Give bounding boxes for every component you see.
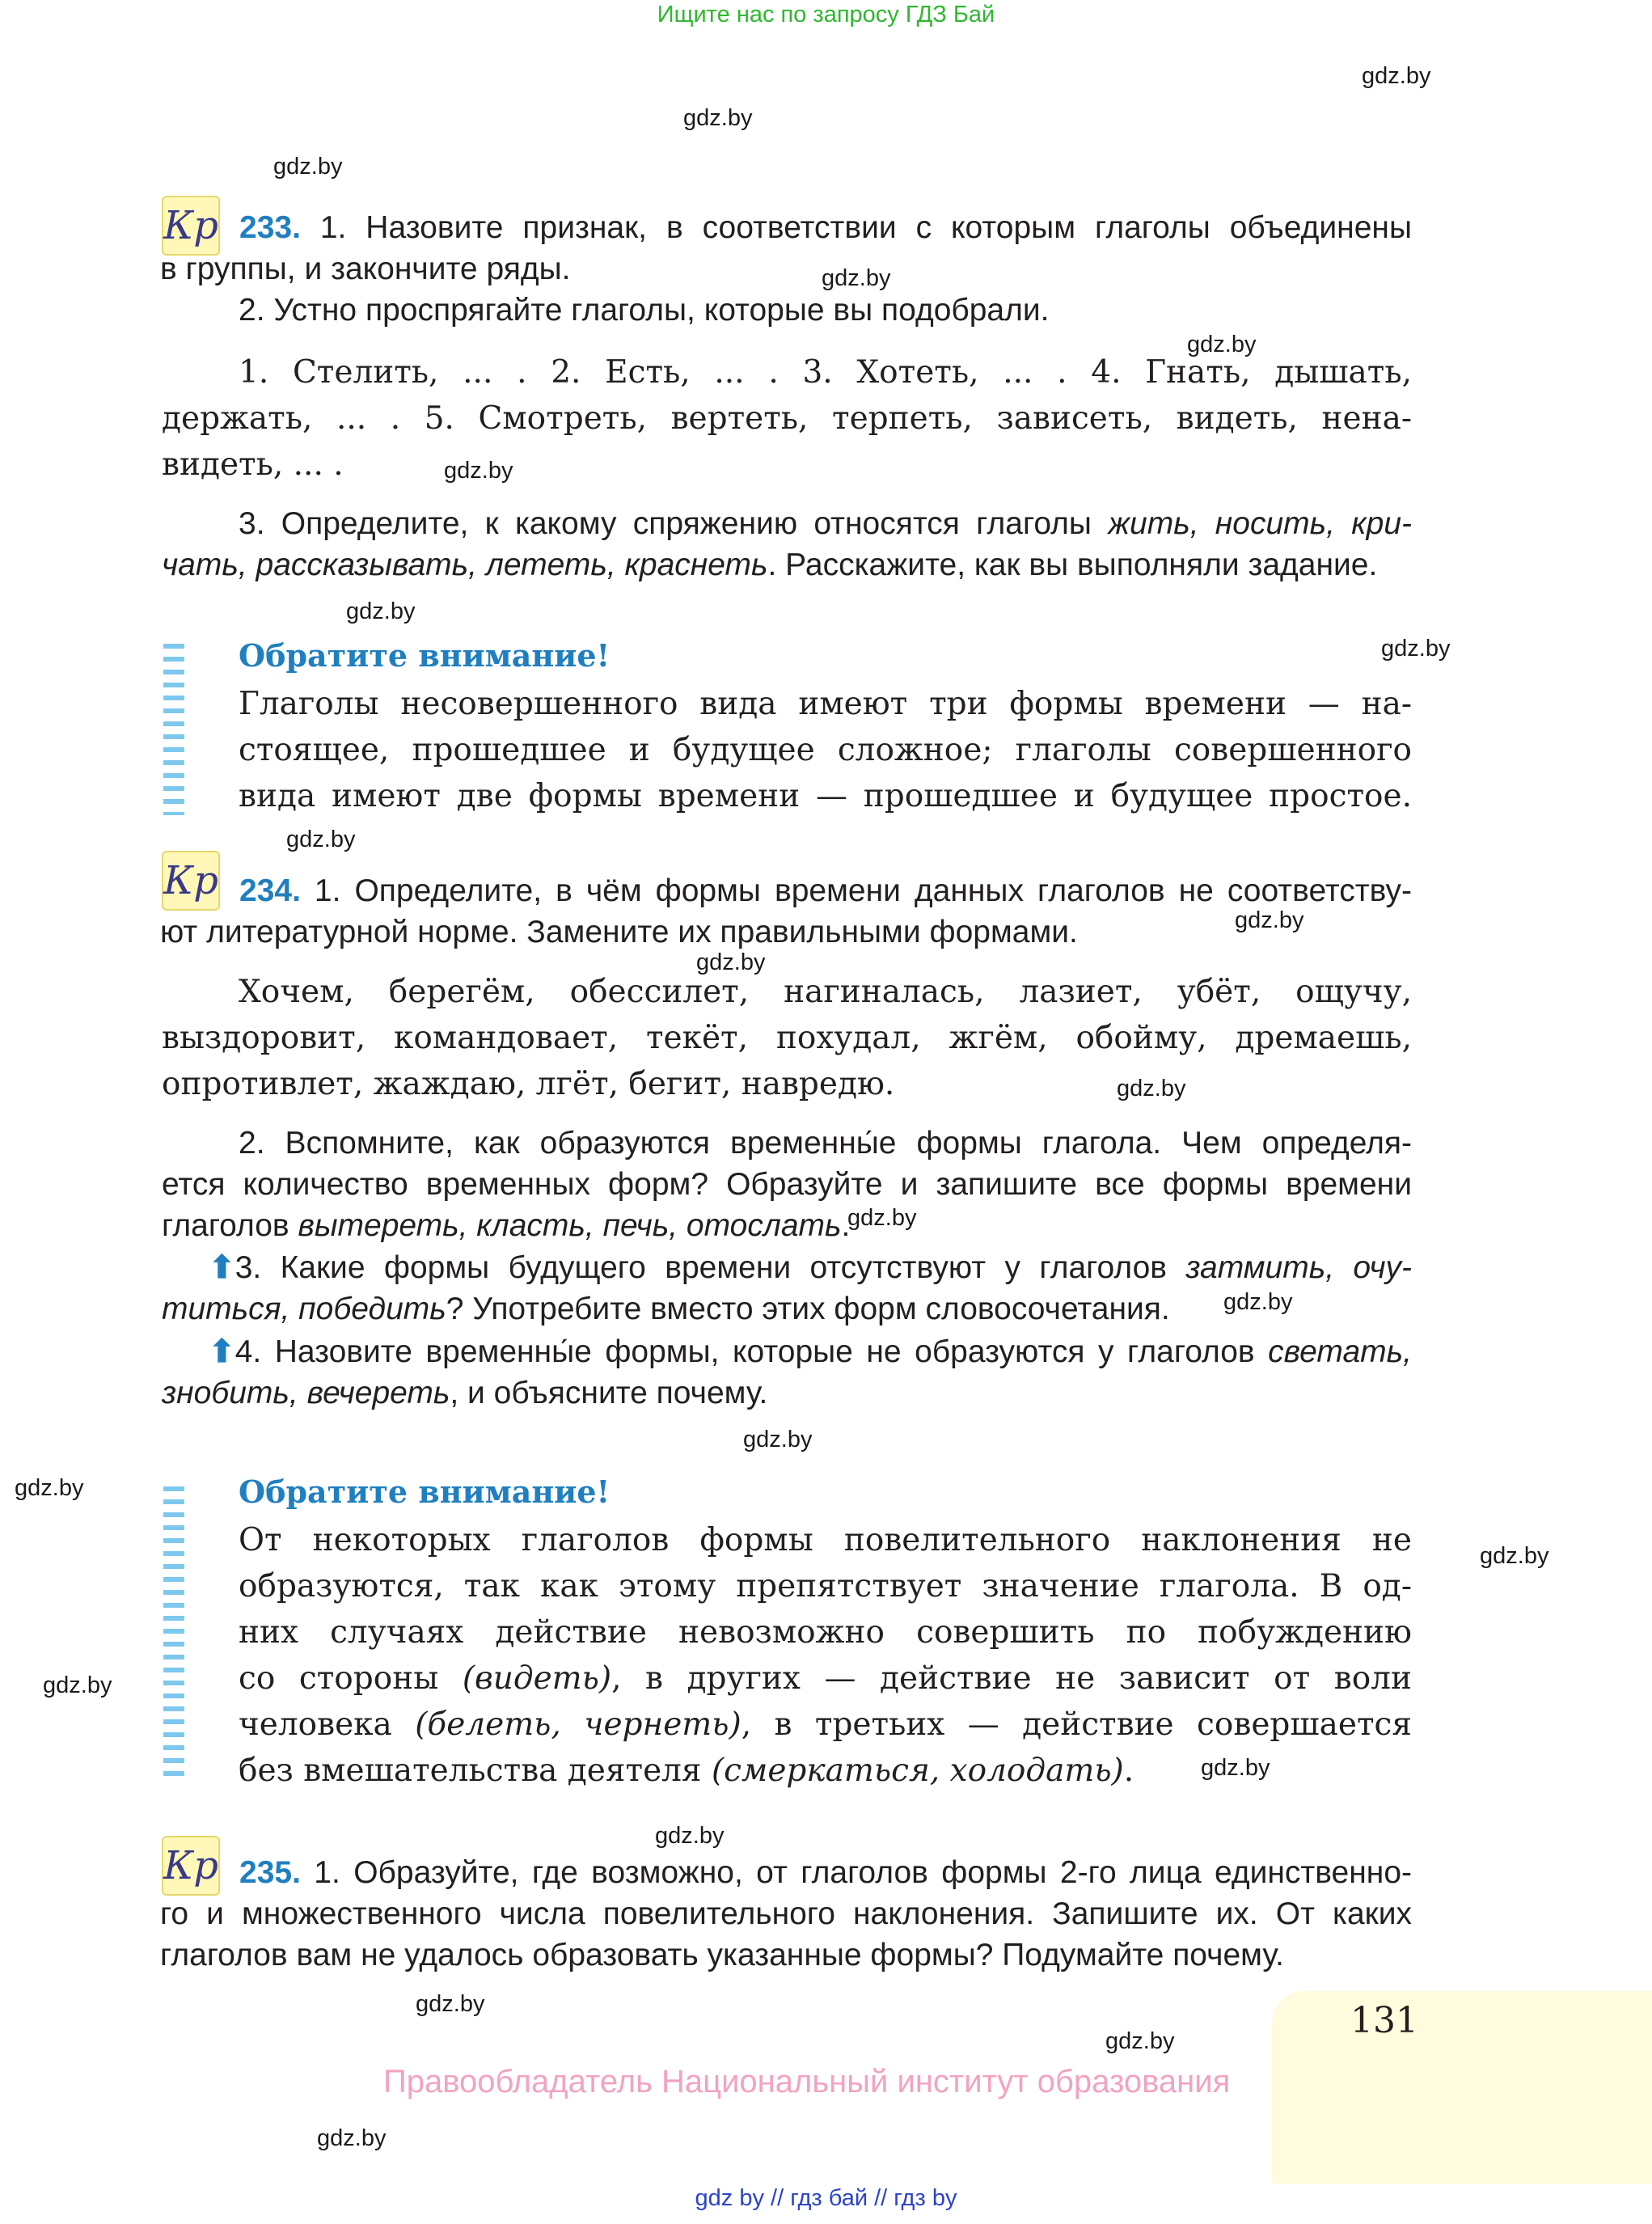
text-line: 1. Стелить, ... . 2. Есть, ... . 3. Хотеть, ... . 4. Гнать, дышать, bbox=[239, 354, 1412, 391]
text-line: 1. Образуйте, где возможно, от глаголов формы 2-го лица единственно- bbox=[314, 1855, 1412, 1890]
text-line: 1. Назовите признак, в соответствии с которым глаголы объединены bbox=[319, 210, 1412, 245]
text-fragment: 3. Определите, к какому спряжению относятся глаголы bbox=[239, 506, 1109, 541]
text-line: вида имеют две формы времени — прошедшее и будущее простое. bbox=[239, 778, 1412, 814]
kp-badge-234: Кр bbox=[162, 851, 220, 911]
verbs-italic: вытереть, класть, печь, отослать bbox=[298, 1208, 842, 1243]
text-fragment: , в третьих — действие совершается bbox=[741, 1706, 1412, 1743]
note-stripe bbox=[163, 1486, 184, 1781]
verbs-italic: (белеть, чернеть) bbox=[415, 1706, 741, 1743]
text-fragment: 3. Какие формы будущего времени отсутствуют у глаголов bbox=[234, 1250, 1186, 1285]
text-fragment: со стороны bbox=[239, 1660, 463, 1697]
text-line: опротивлет, жаждаю, лгёт, бегит, навредю. bbox=[162, 1066, 895, 1102]
text-line: 2. Вспомните, как образуются временны́е формы глагола. Чем определя- bbox=[239, 1126, 1412, 1161]
text-fragment: . bbox=[1123, 1753, 1134, 1789]
text-line: ется количество временных форм? Образуйте и запишите все формы времени bbox=[162, 1167, 1412, 1202]
text-fragment: без вмешательства деятеля bbox=[239, 1753, 712, 1789]
copyright-notice: Правообладатель Национальный институт образования bbox=[383, 2064, 1231, 2099]
text-fragment: человека bbox=[239, 1706, 416, 1743]
watermark: gdz.by bbox=[1223, 1289, 1293, 1315]
watermark: gdz.by bbox=[1187, 332, 1257, 357]
exercise-233-verb-rows bbox=[162, 349, 1412, 488]
exercise-235-task-1 bbox=[160, 1852, 1412, 1976]
watermark: gdz.by bbox=[655, 1823, 725, 1849]
page-number: 131 bbox=[1350, 2000, 1418, 2041]
text-fragment: . bbox=[841, 1208, 851, 1243]
text-line: 1. Определите, в чём формы времени данных глаголов не соответству- bbox=[314, 873, 1412, 908]
text-line: держать, ... . 5. Смотреть, вертеть, терпеть, зависеть, видеть, нена- bbox=[162, 400, 1412, 437]
note-1-title: Обратите внимание! bbox=[239, 637, 611, 674]
text-fragment: 4. Назовите временны́е формы, которые не образуются у глаголов bbox=[234, 1334, 1269, 1369]
watermark: gdz.by bbox=[1117, 1076, 1186, 1101]
exercise-234-task-2 bbox=[162, 1123, 1412, 1246]
text-line: в группы, и закончите ряды. bbox=[160, 252, 571, 286]
verbs-italic: знобить, вечереть bbox=[162, 1376, 450, 1410]
note-stripe bbox=[163, 644, 184, 815]
text-fragment: глаголов bbox=[162, 1208, 298, 1243]
top-search-link[interactable]: Ищите нас по запросу ГДЗ Бай bbox=[657, 2, 995, 27]
text-line: глаголов вам не удалось образовать указанные формы? Подумайте почему. bbox=[160, 1938, 1284, 1972]
footer-links[interactable]: gdz by // гдз бай // гдз by bbox=[695, 2185, 957, 2211]
exercise-233-task-2: 2. Устно проспрягайте глаголы, которые вы подобрали. bbox=[239, 293, 1050, 328]
verbs-italic: затмить, очу- bbox=[1185, 1250, 1412, 1285]
watermark: gdz.by bbox=[317, 2125, 387, 2151]
watermark: gdz.by bbox=[1362, 63, 1431, 89]
text-line: выздоровит, командовает, текёт, похудал, жгём, обойму, дремаешь, bbox=[162, 1020, 1412, 1056]
text-line: ют литературной норме. Замените их правильными формами. bbox=[160, 915, 1078, 949]
exercise-235-number: 235. bbox=[239, 1855, 301, 1890]
kp-badge-233: Кр bbox=[162, 196, 220, 256]
note-1-body bbox=[239, 681, 1412, 819]
text-line: них случаях действие невозможно совершить по побуждению bbox=[239, 1614, 1412, 1651]
text-line: Глаголы несовершенного вида имеют три формы времени — на- bbox=[239, 686, 1412, 722]
verbs-italic: жить, носить, кри- bbox=[1108, 506, 1412, 541]
text-line: От некоторых глаголов формы повелительного наклонения не bbox=[239, 1522, 1412, 1558]
exercise-234-task-1 bbox=[160, 870, 1412, 953]
text-fragment: . Расскажите, как вы выполняли задание. bbox=[767, 548, 1378, 582]
watermark: gdz.by bbox=[696, 949, 766, 975]
text-fragment: ? Употребите вместо этих форм словосочетания. bbox=[446, 1292, 1170, 1326]
exercise-234-task-3 bbox=[162, 1247, 1412, 1330]
watermark: gdz.by bbox=[683, 105, 753, 131]
verbs-italic: (смеркаться, холодать) bbox=[711, 1753, 1124, 1789]
kp-badge-235: Кр bbox=[162, 1836, 220, 1896]
exercise-233-task-1 bbox=[160, 207, 1412, 290]
watermark: gdz.by bbox=[1480, 1543, 1549, 1569]
watermark: gdz.by bbox=[15, 1475, 84, 1501]
watermark: gdz.by bbox=[273, 154, 343, 180]
watermark: gdz.by bbox=[847, 1205, 917, 1231]
page-number-tab bbox=[1272, 1991, 1652, 2184]
watermark: gdz.by bbox=[1105, 2028, 1175, 2054]
exercise-234-number: 234. bbox=[239, 873, 301, 908]
exercise-234-verb-list bbox=[162, 969, 1412, 1107]
text-line: стоящее, прошедшее и будущее сложное; глаголы совершенного bbox=[239, 732, 1412, 768]
note-2-body bbox=[239, 1517, 1412, 1794]
exercise-234-task-4 bbox=[162, 1331, 1412, 1414]
text-line: Хочем, берегём, обессилет, нагиналась, лазиет, убёт, ощучу, bbox=[239, 974, 1412, 1010]
watermark: gdz.by bbox=[743, 1427, 813, 1452]
verbs-italic: чать, рассказывать, лететь, краснеть bbox=[162, 548, 768, 582]
text-line: видеть, ... . bbox=[162, 446, 344, 483]
verbs-italic: титься, победить bbox=[162, 1292, 446, 1326]
text-line: образуются, так как этому препятствует значение глагола. В од- bbox=[239, 1568, 1412, 1605]
text-line: го и множественного числа повелительного наклонения. Запишите их. От каких bbox=[160, 1896, 1412, 1931]
verbs-italic: (видеть) bbox=[462, 1660, 612, 1697]
note-2-title: Обратите внимание! bbox=[239, 1474, 611, 1510]
text-fragment: , в других — действие не зависит от воли bbox=[611, 1660, 1412, 1697]
watermark: gdz.by bbox=[416, 1991, 485, 2017]
exercise-233-number: 233. bbox=[239, 210, 301, 245]
watermark: gdz.by bbox=[1235, 907, 1304, 933]
exercise-233-task-3 bbox=[162, 503, 1412, 586]
verbs-italic: светать, bbox=[1268, 1334, 1412, 1369]
watermark: gdz.by bbox=[444, 458, 513, 484]
watermark: gdz.by bbox=[822, 265, 891, 291]
watermark: gdz.by bbox=[286, 827, 356, 852]
arrow-up-icon: ⬆ bbox=[209, 1250, 235, 1285]
text-fragment: , и объясните почему. bbox=[450, 1376, 768, 1410]
arrow-up-icon: ⬆ bbox=[209, 1334, 235, 1369]
watermark: gdz.by bbox=[346, 598, 416, 624]
watermark: gdz.by bbox=[43, 1672, 112, 1698]
watermark: gdz.by bbox=[1381, 636, 1451, 662]
watermark: gdz.by bbox=[1201, 1755, 1270, 1781]
